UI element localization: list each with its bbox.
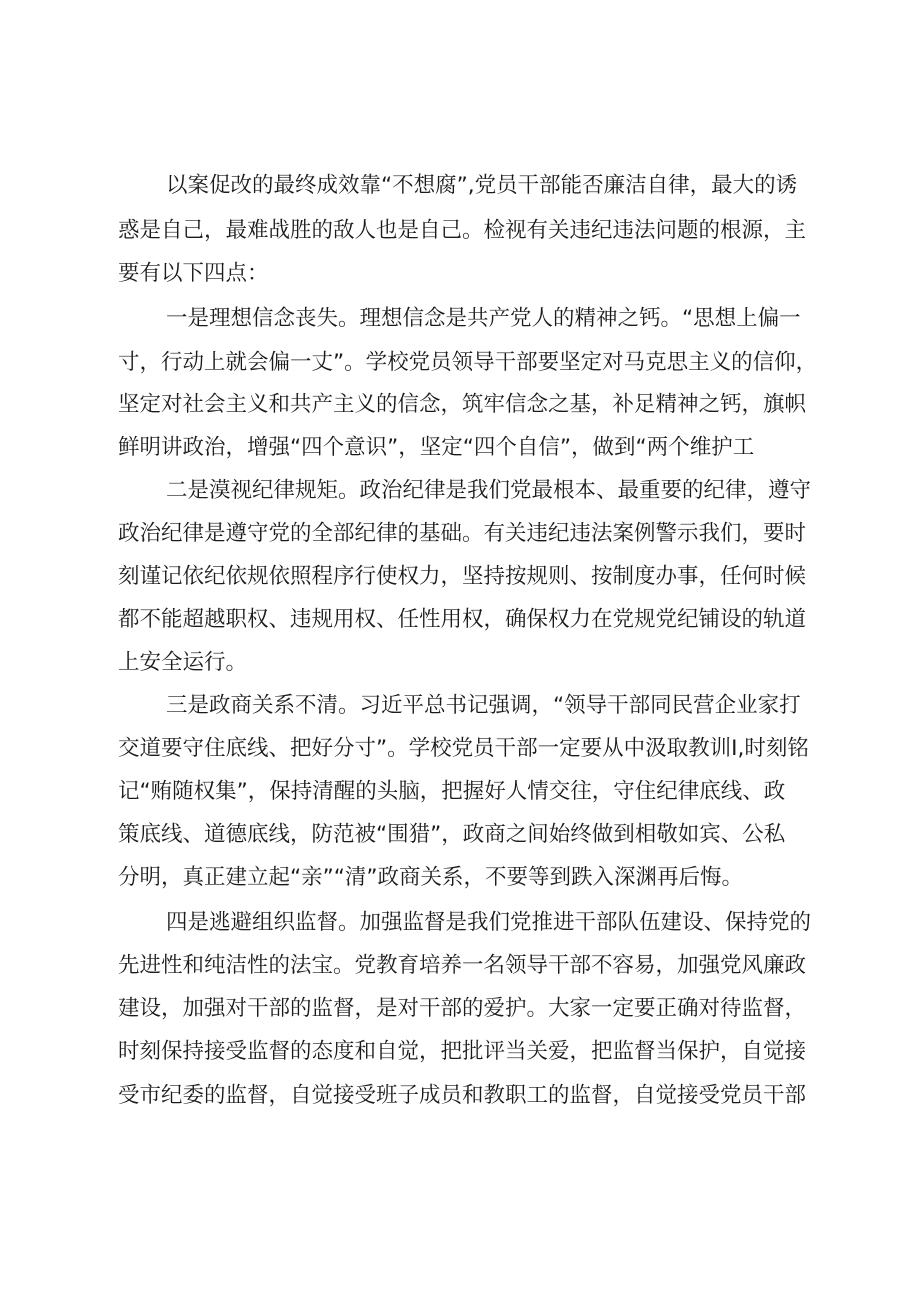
- paragraph-4-line-1: 三是政商关系不清。习近平总书记强调，“领导干部同民营企业家打: [166, 693, 801, 718]
- paragraph-3-line-2: 政治纪律是遵守党的全部纪律的基础。有关违纪违法案例警示我们，要时: [118, 521, 807, 546]
- paragraph-5-line-3: 建设，加强对干部的监督，是对干部的爱护。大家一定要正确对待监督，: [118, 996, 807, 1021]
- paragraph-1-line-3: 要有以下四点：: [118, 261, 269, 286]
- paragraph-2-line-3: 坚定对社会主义和共产主义的信念，筑牢信念之基，补足精神之钙，旗帜: [118, 392, 807, 417]
- paragraph-3-line-3: 刻谨记依纪依规依照程序行使权力，坚持按规则、按制度办事，任何时候: [118, 564, 807, 589]
- paragraph-4-line-5: 分明，真正建立起“亲”“清”政商关系，不要等到跌入深渊再后悔。: [118, 865, 744, 890]
- paragraph-5-line-5: 受市纪委的监督，自觉接受班子成员和教职工的监督，自觉接受党员干部: [118, 1083, 807, 1108]
- paragraph-4-line-4: 策底线、道德底线，防范被“围猎”，政商之间始终做到相敬如宾、公私: [118, 822, 786, 847]
- paragraph-5-line-1: 四是逃避组织监督。加强监督是我们党推进干部队伍建设、保持党的: [166, 910, 812, 935]
- paragraph-1-line-1: 以案促改的最终成效靠“不想腐”,党员干部能否廉洁自律，最大的诱: [166, 173, 798, 198]
- paragraph-3-line-5: 上安全运行。: [118, 650, 248, 675]
- paragraph-5-line-2: 先进性和纯洁性的法宝。党教育培养一名领导干部不容易，加强党风廉政: [118, 953, 807, 978]
- paragraph-2-line-2: 寸，行动上就会偏一丈”。学校党员领导干部要坚定对马克思主义的信仰，: [118, 350, 818, 375]
- paragraph-4-line-3: 记“贿随权集”，保持清醒的头脑，把握好人情交往，守住纪律底线、政: [118, 779, 786, 804]
- paragraph-3-line-4: 都不能超越职权、违规用权、任性用权，确保权力在党规党纪铺设的轨道: [118, 607, 807, 632]
- paragraph-2-line-4: 鲜明讲政治，增强“四个意识”，坚定“四个自信”，做到“两个维护工: [118, 435, 755, 460]
- paragraph-1-line-2: 惑是自己，最难战胜的敌人也是自己。检视有关违纪违法问题的根源，主: [118, 218, 807, 243]
- paragraph-4-line-2: 交道要守住底线、把好分寸”。学校党员干部一定要从中汲取教训I,时刻铭: [118, 736, 809, 761]
- paragraph-3-line-1: 二是漠视纪律规矩。政治纪律是我们党最根本、最重要的纪律，遵守: [166, 478, 812, 503]
- paragraph-5-line-4: 时刻保持接受监督的态度和自觉，把批评当关爱，把监督当保护，自觉接: [118, 1039, 807, 1064]
- paragraph-2-line-1: 一是理想信念丧失。理想信念是共产党人的精神之钙。“思想上偏一: [166, 306, 801, 331]
